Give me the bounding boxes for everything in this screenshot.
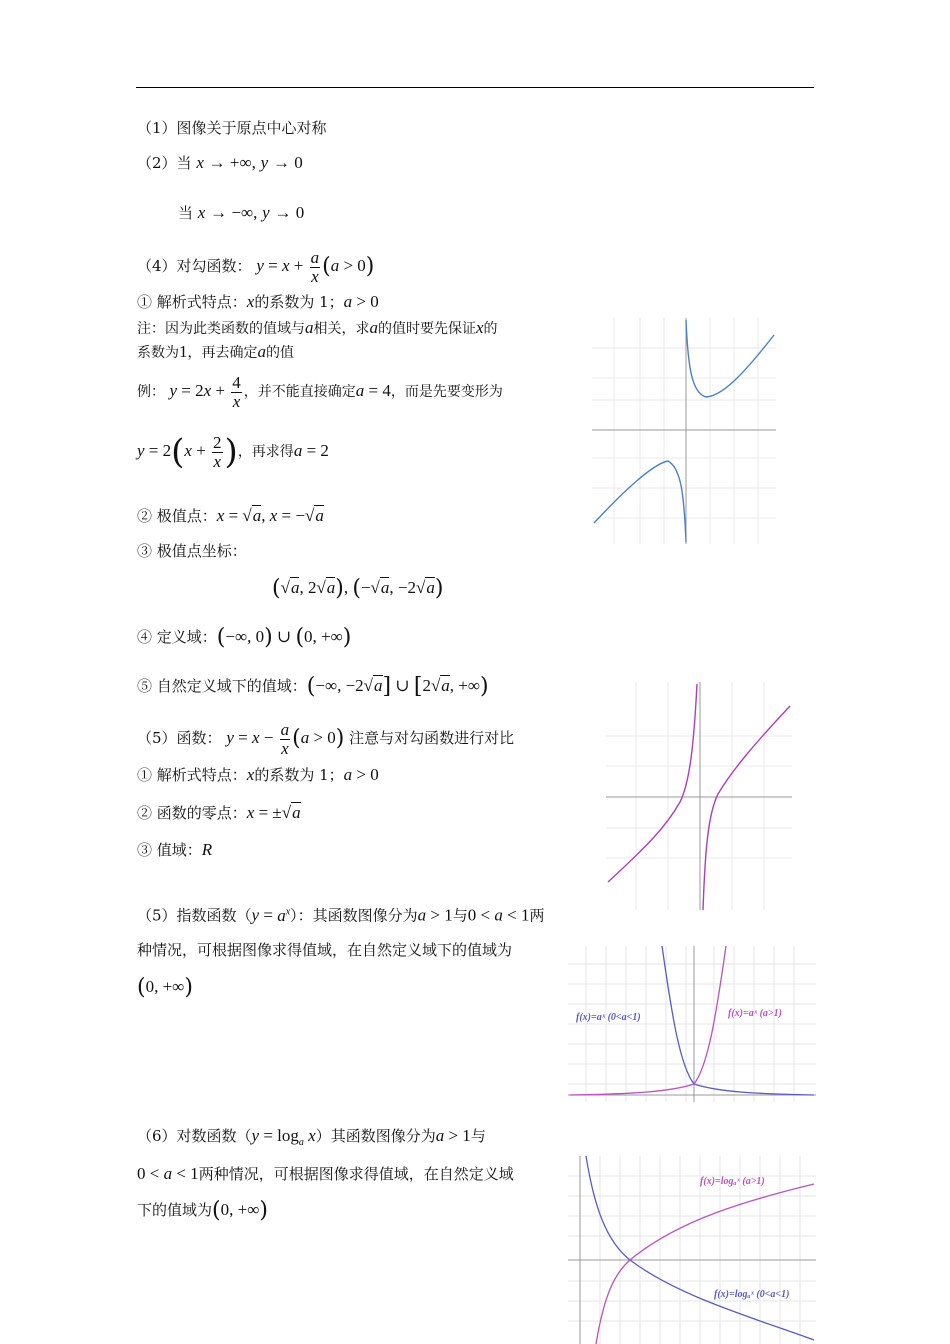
section-1-text: （1）图像关于原点中心对称 [137,119,327,137]
section-2-line1: （2）当 x → +∞, y → 0 [137,153,303,172]
section-4-point2: ② 极值点：x = √a, x = −√a [137,506,324,525]
exp-line2: 种情况，可根据图像求得值域，在自然定义域下的值域为 [137,941,513,959]
section-4-point4: ④ 定义域：(−∞, 0) ∪ (0, +∞) [137,625,352,650]
section-4-point1: ① 解析式特点：x的系数为 1；a > 0 [137,292,379,311]
exp-label-left: f(x)=aˣ (0<a<1) [576,1012,641,1023]
section-4-point3: ③ 极值点坐标： [137,542,247,560]
note-line1: 注：因为此类函数的值域与a相关，求a的值时要先保证x的 [137,318,498,337]
graph-tick-function [592,318,776,544]
section-5-heading: （5）函数： y = x − $\frac{a}{x}$ (a > 0) 注意与对勾函数进行对比 [137,719,515,758]
log-line1: （6）对数函数$(y = \log_a x)$其函数图像分为a > 1与 [137,1126,486,1148]
log-label-bottom: f(x)=logₐˣ (0<a<1) [714,1289,790,1300]
exp-line1: （5）指数函数$(y = a^x)$：其函数图像分为a > 1与0 < a < 1两 [137,905,545,925]
log-line2: 0 < a < 1两种情况，可根据图像求得值域，在自然定义域 [137,1164,514,1183]
example-line1: 例： y = 2x + $\frac{4}{x}$ ，并不能直接确定a = 4，而是先要变形为 [137,372,503,411]
graph-exponential [568,946,816,1102]
log-line3: 下的值域为(0, +∞) [137,1198,268,1223]
log-label-top: f(x)=logₐˣ (a>1) [700,1176,765,1187]
extreme-points: (√a, 2√a), (−√a, −2√a) [272,576,444,601]
section-5-point3: ③ 值域：R [137,840,213,859]
section-2-line2: 当 x → −∞, y → 0 [178,203,305,222]
exp-line3: (0, +∞) [137,975,193,1000]
graph-x-minus-a-over-x [606,682,792,910]
graph-logarithm [568,1156,816,1344]
exp-label-right: f(x)=aˣ (a>1) [728,1008,782,1019]
example-line2: y = 2(x + $\frac{2}{x}$ )，再求得a = 2 [137,432,329,472]
header-rule [136,87,814,88]
section-4-heading: （4）对勾函数： y = x + $\frac{a}{x}$ (a > 0) [137,247,375,286]
section-5-point2: ② 函数的零点：x = ±√a [137,803,301,822]
section-5-point1: ① 解析式特点：x的系数为 1；a > 0 [137,765,379,784]
section-4-point5: ⑤ 自然定义域下的值域：(−∞, −2√a] ∪ [2√a, +∞) [137,674,489,699]
note-line2: 系数为1，再去确定a的值 [137,342,294,361]
